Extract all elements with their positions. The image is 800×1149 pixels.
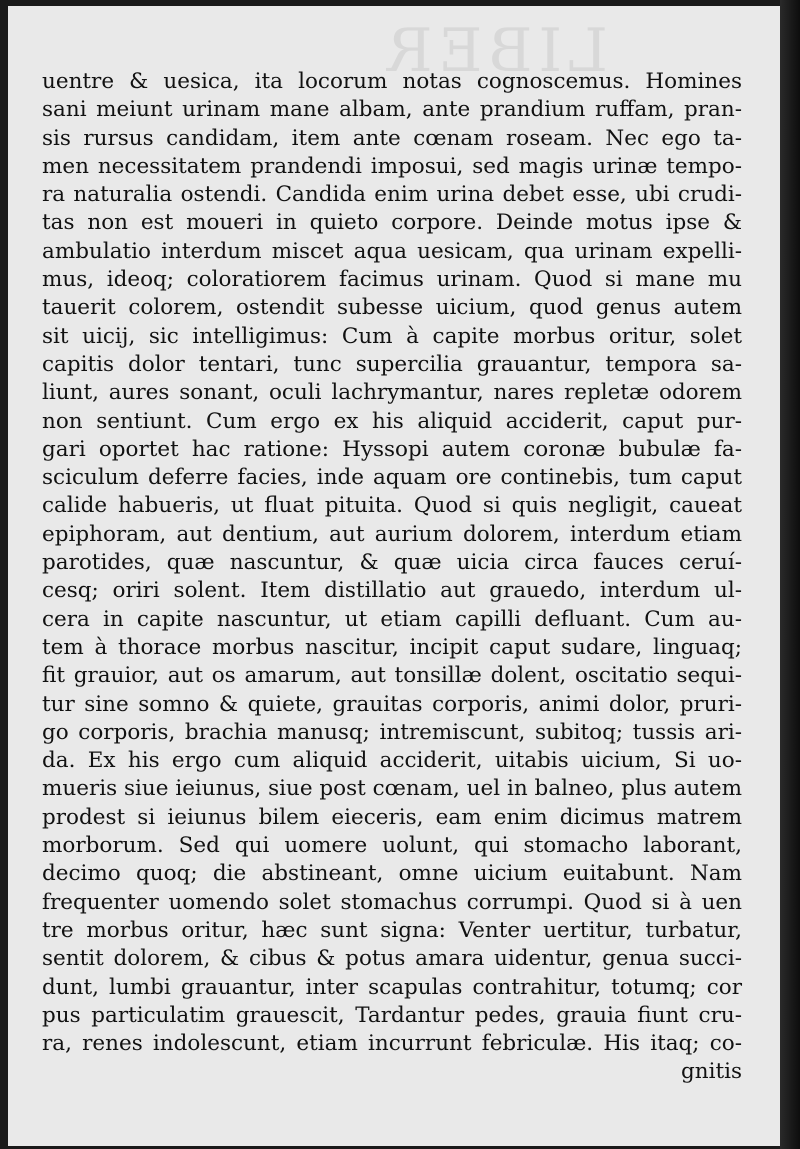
- text-line: sis rursus candidam, item ante cœnam roseam. Nec ego ta-: [42, 125, 742, 151]
- text-line: tem à thorace morbus nascitur, incipit caput sudare, linguaq;: [42, 634, 742, 660]
- text-line: tas non est moueri in quieto corpore. Deinde motus ipse &: [42, 210, 742, 236]
- text-line: cera in capite nascuntur, ut etiam capilli defluant. Cum au-: [42, 606, 742, 632]
- text-line: epiphoram, aut dentium, aut aurium dolorem, interdum etiam: [42, 521, 742, 547]
- page-edge-shadow: [780, 0, 800, 1149]
- text-line: sani meiunt urinam mane albam, ante prandium ruffam, pran-: [42, 97, 742, 123]
- text-line: sciculum deferre facies, inde aquam ore continebis, tum caput: [42, 465, 742, 491]
- text-line: gari oportet hac ratione: Hyssopi autem coronæ bubulæ fa-: [42, 436, 742, 462]
- text-line: frequenter uomendo solet stomachus corrumpi. Quod si à uen: [42, 889, 742, 915]
- text-line: cesq; oriri solent. Item distillatio aut grauedo, interdum ul-: [42, 578, 742, 604]
- text-line: go corporis, brachia manusq; intremiscunt, subitoq; tussis ari-: [42, 719, 742, 745]
- text-line: fit grauior, aut os amarum, aut tonsillæ dolent, oscitatio sequi-: [42, 663, 742, 689]
- text-line: non sentiunt. Cum ergo ex his aliquid acciderit, caput pur-: [42, 408, 742, 434]
- text-line: dunt, lumbi grauantur, inter scapulas contrahitur, totumq; cor: [42, 974, 742, 1000]
- text-line: mus, ideoq; coloratiorem facimus urinam. Quod si mane mu: [42, 267, 742, 293]
- text-line: da. Ex his ergo cum aliquid acciderit, uitabis uicium, Si uo-: [42, 748, 742, 774]
- text-line: tauerit colorem, ostendit subesse uicium, quod genus autem: [42, 295, 742, 321]
- text-line: tur sine somno & quiete, grauitas corporis, animi dolor, pruri-: [42, 691, 742, 717]
- text-line: pus particulatim grauescit, Tardantur pedes, grauia fiunt cru-: [42, 1002, 742, 1028]
- body-text: [42, 68, 742, 1087]
- text-line: ambulatio interdum miscet aqua uesicam, qua urinam expelli-: [42, 238, 742, 264]
- text-line: calide habueris, ut fluat pituita. Quod si quis negligit, caueat: [42, 493, 742, 519]
- text-line: parotides, quæ nascuntur, & quæ uicia circa fauces ceruí-: [42, 550, 742, 576]
- book-page: [8, 6, 780, 1146]
- text-line: capitis dolor tentari, tunc supercilia grauantur, tempora sa-: [42, 351, 742, 377]
- catchword: gnitis: [680, 1059, 742, 1085]
- text-line: mueris siue ieiunus, siue post cœnam, uel in balneo, plus autem: [42, 776, 742, 802]
- text-line: prodest si ieiunus bilem eieceris, eam enim dicimus matrem: [42, 804, 742, 830]
- text-line: sentit dolorem, & cibus & potus amara uidentur, genua succi-: [42, 946, 742, 972]
- text-line: sit uicij, sic intelligimus: Cum à capite morbus oritur, solet: [42, 323, 742, 349]
- text-line: men necessitatem prandendi imposui, sed magis urinæ tempo-: [42, 153, 742, 179]
- text-line: decimo quoq; die abstineant, omne uicium euitabunt. Nam: [42, 861, 742, 887]
- text-line: ra, renes indolescunt, etiam incurrunt febriculæ. His itaq; co-: [42, 1031, 742, 1057]
- bleed-through-text: LIBER: [381, 16, 608, 86]
- text-line: morborum. Sed qui uomere uolunt, qui stomacho laborant,: [42, 833, 742, 859]
- text-line: liunt, aures sonant, oculi lachrymantur, nares repletæ odorem: [42, 380, 742, 406]
- text-line: tre morbus oritur, hæc sunt signa: Venter uertitur, turbatur,: [42, 917, 742, 943]
- text-line: ra naturalia ostendi. Candida enim urina debet esse, ubi crudi-: [42, 182, 742, 208]
- text-line: uentre & uesica, ita locorum notas cognoscemus. Homines: [42, 69, 742, 94]
